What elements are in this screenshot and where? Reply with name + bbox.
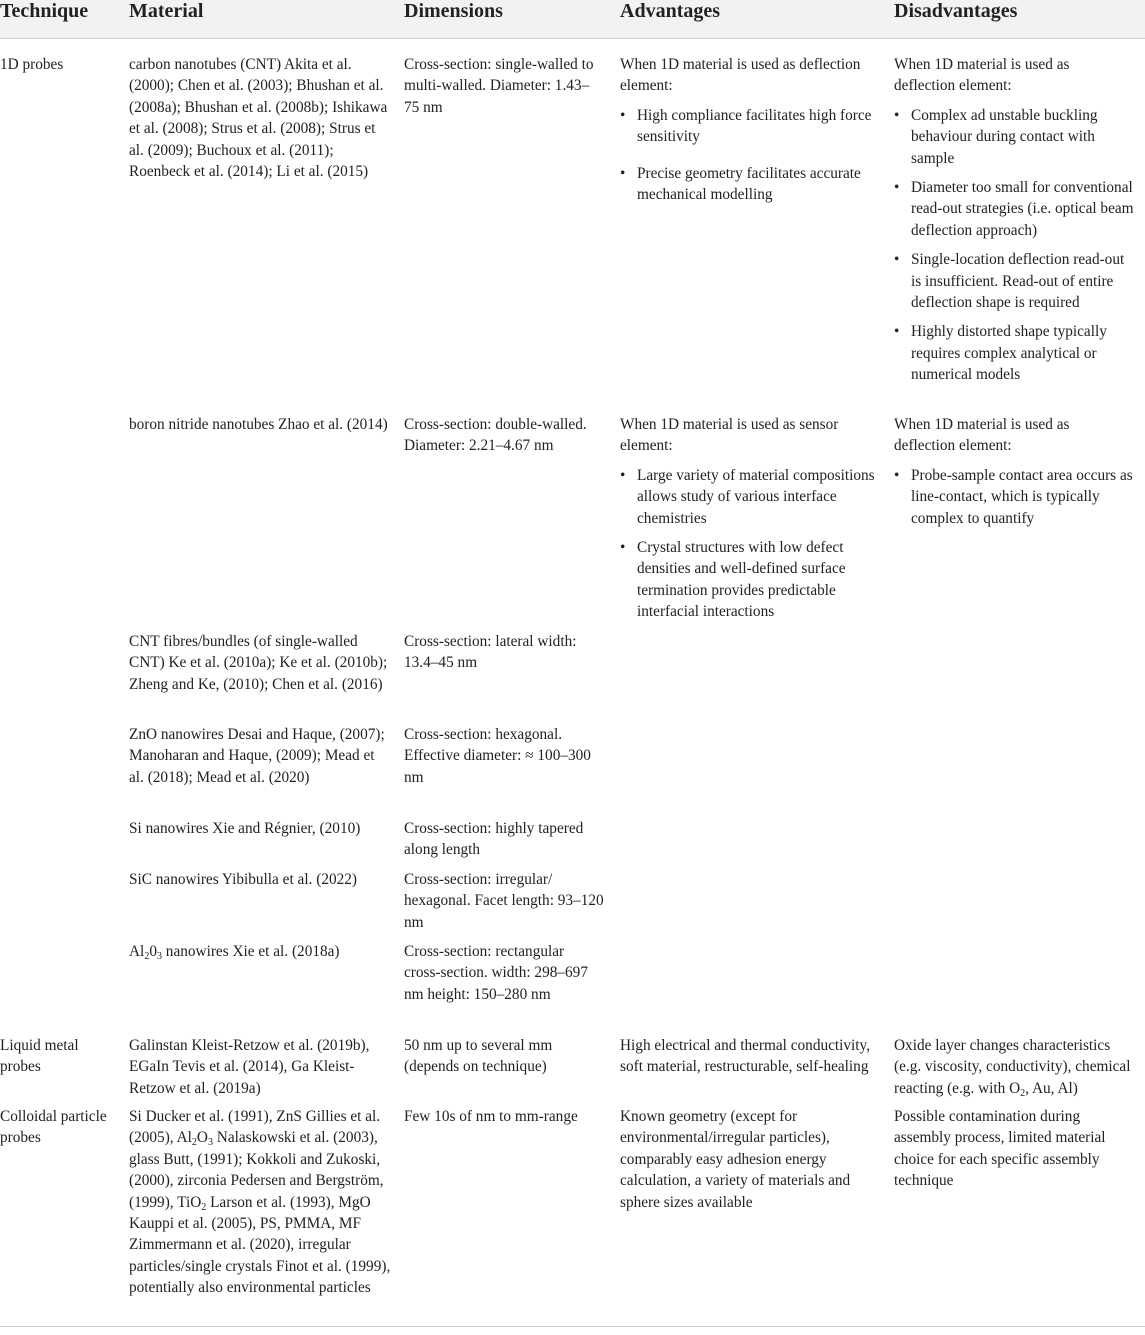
disadvantages-list [894,105,1134,386]
table-row [0,1035,1145,1101]
header-technique: Technique [0,0,89,22]
dimensions-cell: Cross-section: double-walled. Diameter: 2.21–4.67 nm [404,416,587,455]
header-advantages: Advantages [620,0,721,22]
table-row [0,1106,1145,1321]
disadvantages-intro: When 1D material is used as deflection element: [894,416,1070,455]
dimensions-cell: Cross-section: irregular/ hexagonal. Facet length: 93–120 nm [404,871,604,931]
dimensions-cell: Cross-section: rectangular cross-section. width: 298–697 nm height: 150–280 nm [404,943,588,1003]
list-item: • Precise geometry facilitates accurate mechanical modelling [620,163,882,206]
disadvantages-cell: Oxide layer changes characteristics (e.g. viscosity, conductivity), chemical reacting (e.g. with $O_2$, Au, Al) [894,1037,1131,1099]
dimensions-cell: 50 nm up to several mm (depends on technique) [404,1037,553,1076]
table-header [0,0,1145,39]
table-row [0,54,1145,404]
material-cell: CNT fibres/bundles (of single-walled CNT) Ke et al. (2010a); Ke et al. (2010b); Zheng and Ke, (2010); Chen et al. (2016) [129,633,388,693]
disadvantages-cell [894,54,1134,386]
advantages-cell: Known geometry (except for environmental/irregular particles), comparably easy adhesion energy calculation, a variety of materials and sphere sizes available [620,1108,851,1211]
dimensions-cell: Cross-section: highly tapered along length [404,820,584,859]
table-row [0,631,1145,717]
advantages-list [620,105,882,206]
list-item: • Highly distorted shape typically requires complex analytical or numerical models [894,321,1134,385]
disadvantages-cell [894,414,1134,529]
header-disadvantages: Disadvantages [894,0,1018,22]
dimensions-cell: Cross-section: lateral width: 13.4–45 nm [404,633,577,672]
table-row [0,869,1145,935]
advantages-list [620,465,882,623]
dimensions-cell: Cross-section: single-walled to multi-walled. Diameter: 1.43–75 nm [404,56,594,116]
material-cell: $Al_20_3$ nanowires Xie et al. (2018a) [129,943,340,962]
technique-cell: 1D probes [0,56,64,73]
material-cell: Si nanowires Xie and Régnier, (2010) [129,820,361,837]
header-material: Material [129,0,204,22]
dimensions-cell: Cross-section: hexagonal. Effective diameter: ≈ 100–300 nm [404,726,591,786]
disadvantages-cell: Possible contamination during assembly process, limited material choice for each specific assembly technique [894,1108,1106,1190]
technique-cell: Liquid metal probes [0,1037,79,1076]
material-cell: boron nitride nanotubes Zhao et al. (2014) [129,416,388,433]
material-cell: carbon nanotubes (CNT) Akita et al. (2000); Chen et al. (2003); Bhushan et al. (2008a); Bhushan et al. (2008b); Ishikawa et al. (2008); Strus et al. (2008); Strus et al. (2009); Buchoux et al. (2011); Roenbeck et al. (2014); Li et al. (2015) [129,56,388,181]
list-item: • Large variety of material compositions allows study of various interface chemistries [620,465,882,529]
header-dimensions: Dimensions [404,0,503,22]
list-item: • Complex ad unstable buckling behaviour during contact with sample [894,105,1134,169]
list-item: • Diameter too small for conventional read-out strategies (i.e. optical beam deflection approach) [894,177,1134,241]
material-cell: Si Ducker et al. (1991), ZnS Gillies et al. (2005), $Al_2O_3$ Nalaskowski et al. (2003), glass Butt, (1991); Kokkoli and Zukoski, (2000), zirconia Pedersen and Bergström, (1999), TiO$_2$ Larson et al. (1993), MgO Kauppi et al. (2005), PS, PMMA, MF Zimmermann et al. (2020), irregular particles/single crystals Finot et al. (1999), potentially also environmental particles [129,1108,391,1297]
advantages-intro: When 1D material is used as deflection element: [620,56,861,95]
material-cell: Galinstan Kleist-Retzow et al. (2019b), EGaIn Tevis et al. (2014), Ga Kleist-Retzow et al. (2019a) [129,1037,370,1097]
table-row [0,724,1145,810]
advantages-intro: When 1D material is used as sensor element: [620,416,839,455]
table-row [0,941,1145,1027]
advantages-cell [620,414,882,623]
disadvantages-intro: When 1D material is used as deflection element: [894,56,1070,95]
disadvantages-list [894,465,1134,529]
list-item: • High compliance facilitates high force sensitivity [620,105,882,148]
material-cell: ZnO nanowires Desai and Haque, (2007); Manoharan and Haque, (2009); Mead et al. (2018); Mead et al. (2020) [129,726,385,786]
material-cell: SiC nanowires Yibibulla et al. (2022) [129,871,358,888]
dimensions-cell: Few 10s of nm to mm-range [404,1108,578,1125]
list-item: • Crystal structures with low defect densities and well-defined surface termination provides predictable interfacial interactions [620,537,882,623]
list-item: • Single-location deflection read-out is insufficient. Read-out of entire deflection shape is required [894,249,1134,313]
list-item: • Probe-sample contact area occurs as line-contact, which is typically complex to quantify [894,465,1134,529]
table-row [0,414,1145,624]
advantages-cell [620,54,882,205]
table-row [0,818,1145,862]
advantages-cell: High electrical and thermal conductivity, soft material, restructurable, self-healing [620,1037,871,1076]
technique-cell: Colloidal particle probes [0,1108,107,1147]
table-bottom-rule [0,1326,1145,1327]
